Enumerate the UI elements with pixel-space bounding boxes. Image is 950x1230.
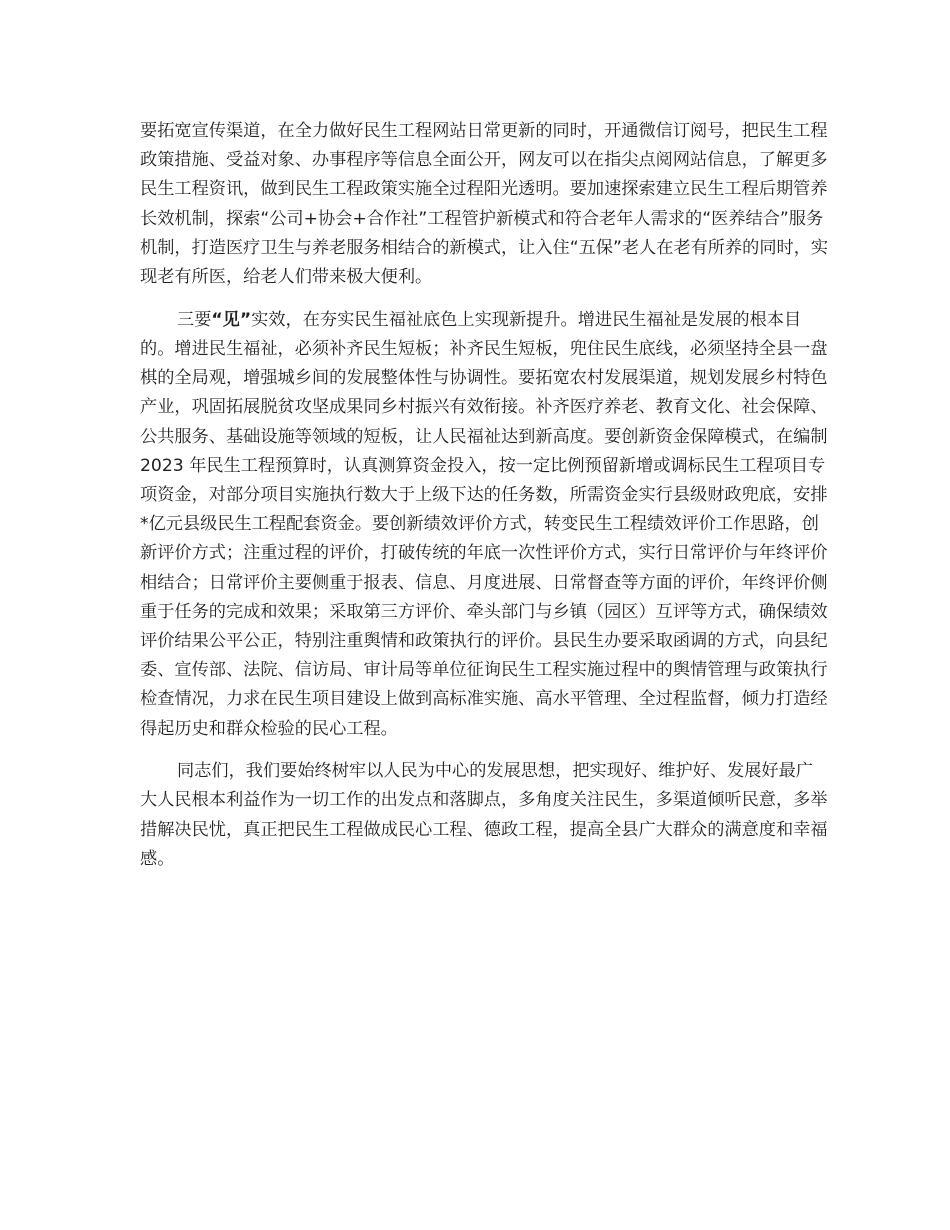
paragraph-3-text: 同志们，我们要始终树牢以人民为中心的发展思想，把实现好、维护好、发展好最广大人民根本利益作为一切工作的出发点和落脚点，多角度关注民生，多渠道倾听民意，多举措解决民忧，真正把民生工程做成民心工程、德政工程，提高全县广大群众的满意度和幸福感。 [140, 761, 828, 869]
document-body [140, 117, 830, 874]
paragraph-2 [140, 306, 830, 744]
paragraph-1-text: 要拓宽宣传渠道，在全力做好民生工程网站日常更新的同时，开通微信订阅号，把民生工程政策措施、受益对象、办事程序等信息全面公开，网友可以在指尖点阅网站信息，了解更多民生工程资讯，做到民生工程政策实施全过程阳光透明。要加速探索建立民生工程后期管养长效机制，探索“公司+协会+合作社”工程管护新模式和符合老年人需求的“医养结合”服务机制，打造医疗卫生与养老服务相结合的新模式，让入住“五保”老人在老有所养的同时，实现老有所医，给老人们带来极大便利。 [140, 121, 829, 288]
paragraph-1 [140, 117, 830, 292]
paragraph-2-text: 实效，在夯实民生福祉底色上实现新提升。增进民生福祉是发展的根本目的。增进民生福祉，必须补齐民生短板；补齐民生短板，兜住民生底线，必须坚持全县一盘棋的全局观，增强城乡间的发展整体性与协调性。要拓宽农村发展渠道，规划发展乡村特色产业，巩固拓展脱贫攻坚成果同乡村振兴有效衔接。补齐医疗养老、教育文化、社会保障、公共服务、基础设施等领域的短板，让人民福祉达到新高度。要创新资金保障模式，在编制 2023 年民生工程预算时，认真测算资金投入，按一定比例预留新增或调标民生工程项目专项资金，对部分项目实施执行数大于上级下达的任务数，所需资金实行县级财政兜底，安排*亿元县级民生工程配套资金。要创新绩效评价方式，转变民生工程绩效评价工作思路，创新评价方式；注重过程的评价，打破传统的年底一次性评价方式，实行日常评价与年终评价相结合；日常评价主要侧重于报表、信息、月度进展、日常督查等方面的评价，年终评价侧重于任务的完成和效果；采取第三方评价、牵头部门与乡镇（园区）互评等方式，确保绩效评价结果公平公正，特别注重舆情和政策执行的评价。县民生办要采取函调的方式，向县纪委、宣传部、法院、信访局、审计局等单位征询民生工程实施过程中的舆情管理与政策执行检查情况，力求在民生项目建设上做到高标准实施、高水平管理、全过程监督，倾力打造经得起历史和群众检验的民心工程。 [140, 309, 828, 739]
paragraph-2-keyword: “见” [211, 309, 252, 330]
paragraph-2-lead: 三要 [177, 309, 212, 330]
paragraph-3 [140, 757, 830, 874]
